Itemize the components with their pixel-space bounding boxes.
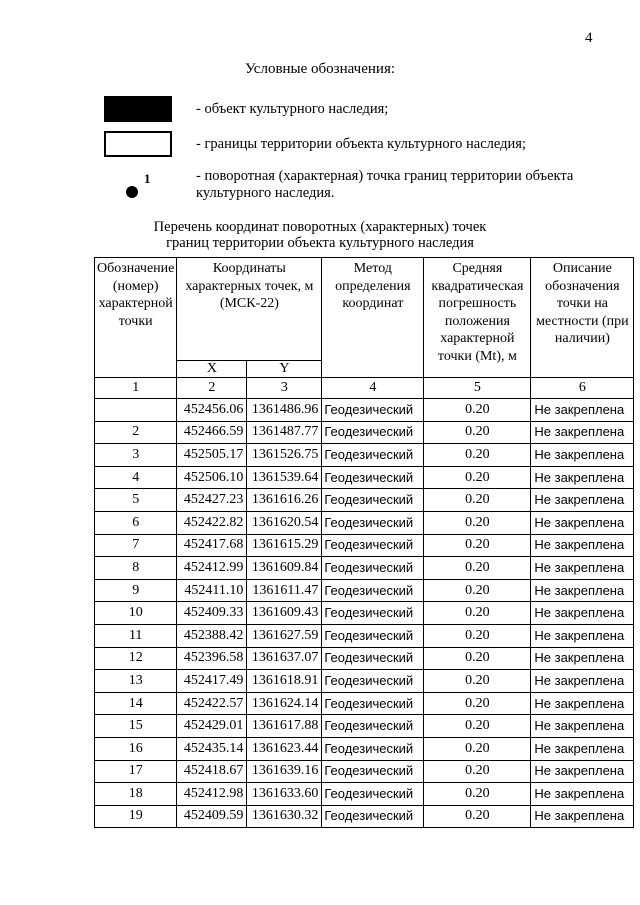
y-coordinate-cell: 1361623.44 xyxy=(247,737,322,760)
x-coordinate-cell: 452412.98 xyxy=(177,783,247,806)
y-coordinate-cell: 1361639.16 xyxy=(247,760,322,783)
table-row xyxy=(95,692,634,715)
header-description: Описание обозначения точки на местности (при наличии) xyxy=(531,258,634,378)
error-cell: 0.20 xyxy=(424,737,531,760)
y-coordinate-cell: 1361637.07 xyxy=(247,647,322,670)
table-row xyxy=(95,534,634,557)
point-number-cell: 14 xyxy=(95,692,177,715)
table-row xyxy=(95,557,634,580)
table-row xyxy=(95,444,634,467)
table-row xyxy=(95,783,634,806)
description-cell: Не закреплена xyxy=(531,534,634,557)
method-cell: Геодезический xyxy=(322,692,424,715)
column-number-row xyxy=(95,378,634,399)
description-cell: Не закреплена xyxy=(531,557,634,580)
legend-item-turning-point: - поворотная (характерная) точка границ территории объекта культурного наследия. xyxy=(196,168,574,201)
table-row xyxy=(95,647,634,670)
description-cell: Не закреплена xyxy=(531,511,634,534)
method-cell: Геодезический xyxy=(322,783,424,806)
method-cell: Геодезический xyxy=(322,670,424,693)
method-cell: Геодезический xyxy=(322,511,424,534)
x-coordinate-cell: 452506.10 xyxy=(177,466,247,489)
point-number-cell: 19 xyxy=(95,805,177,828)
column-number-cell: 5 xyxy=(424,378,531,399)
error-cell: 0.20 xyxy=(424,670,531,693)
error-cell: 0.20 xyxy=(424,805,531,828)
method-cell: Геодезический xyxy=(322,715,424,738)
method-cell: Геодезический xyxy=(322,805,424,828)
column-number-cell: 3 xyxy=(247,378,322,399)
y-coordinate-cell: 1361618.91 xyxy=(247,670,322,693)
description-cell: Не закреплена xyxy=(531,805,634,828)
legend-title: Условные обозначения: xyxy=(244,61,396,77)
table-header-row xyxy=(95,258,634,361)
method-cell: Геодезический xyxy=(322,760,424,783)
header-point-number: Обозначение (номер) характерной точки xyxy=(95,258,177,378)
x-coordinate-cell: 452409.33 xyxy=(177,602,247,625)
y-coordinate-cell: 1361616.26 xyxy=(247,489,322,512)
point-number-cell: 8 xyxy=(95,557,177,580)
table-row xyxy=(95,421,634,444)
table-row xyxy=(95,511,634,534)
x-coordinate-cell: 452466.59 xyxy=(177,421,247,444)
point-number-cell: 13 xyxy=(95,670,177,693)
x-coordinate-cell: 452409.59 xyxy=(177,805,247,828)
y-coordinate-cell: 1361609.43 xyxy=(247,602,322,625)
x-coordinate-cell: 452422.82 xyxy=(177,511,247,534)
description-cell: Не закреплена xyxy=(531,421,634,444)
error-cell: 0.20 xyxy=(424,715,531,738)
method-cell: Геодезический xyxy=(322,444,424,467)
point-number-cell: 11 xyxy=(95,624,177,647)
method-cell: Геодезический xyxy=(322,624,424,647)
error-cell: 0.20 xyxy=(424,760,531,783)
description-cell: Не закреплена xyxy=(531,579,634,602)
x-coordinate-cell: 452396.58 xyxy=(177,647,247,670)
table-row xyxy=(95,737,634,760)
x-coordinate-cell: 452429.01 xyxy=(177,715,247,738)
point-number-cell: 9 xyxy=(95,579,177,602)
table-caption xyxy=(0,219,640,251)
caption-line-1: Перечень координат поворотных (характерных) точек xyxy=(153,219,487,235)
error-cell: 0.20 xyxy=(424,783,531,806)
x-coordinate-cell: 452388.42 xyxy=(177,624,247,647)
method-cell: Геодезический xyxy=(322,647,424,670)
y-coordinate-cell: 1361615.29 xyxy=(247,534,322,557)
point-number-cell: 17 xyxy=(95,760,177,783)
description-cell: Не закреплена xyxy=(531,466,634,489)
y-coordinate-cell: 1361633.60 xyxy=(247,783,322,806)
error-cell: 0.20 xyxy=(424,444,531,467)
method-cell: Геодезический xyxy=(322,602,424,625)
y-coordinate-cell: 1361609.84 xyxy=(247,557,322,580)
column-number-cell: 2 xyxy=(177,378,247,399)
column-number-cell: 6 xyxy=(531,378,634,399)
y-coordinate-cell: 1361620.54 xyxy=(247,511,322,534)
table-row xyxy=(95,489,634,512)
description-cell: Не закреплена xyxy=(531,670,634,693)
x-coordinate-cell: 452422.57 xyxy=(177,692,247,715)
description-cell: Не закреплена xyxy=(531,444,634,467)
x-coordinate-cell: 452456.06 xyxy=(177,399,247,422)
table-row xyxy=(95,624,634,647)
error-cell: 0.20 xyxy=(424,579,531,602)
point-number-cell xyxy=(95,399,177,422)
coordinates-table xyxy=(94,257,634,828)
error-cell: 0.20 xyxy=(424,399,531,422)
method-cell: Геодезический xyxy=(322,399,424,422)
method-cell: Геодезический xyxy=(322,557,424,580)
caption-line-2: границ территории объекта культурного наследия xyxy=(166,235,474,251)
description-cell: Не закреплена xyxy=(531,737,634,760)
y-coordinate-cell: 1361611.47 xyxy=(247,579,322,602)
table-row xyxy=(95,602,634,625)
error-cell: 0.20 xyxy=(424,489,531,512)
y-coordinate-cell: 1361627.59 xyxy=(247,624,322,647)
header-x: X xyxy=(177,361,247,378)
error-cell: 0.20 xyxy=(424,624,531,647)
method-cell: Геодезический xyxy=(322,466,424,489)
x-coordinate-cell: 452418.67 xyxy=(177,760,247,783)
point-number-cell: 18 xyxy=(95,783,177,806)
y-coordinate-cell: 1361630.32 xyxy=(247,805,322,828)
error-cell: 0.20 xyxy=(424,647,531,670)
error-cell: 0.20 xyxy=(424,602,531,625)
point-number-cell: 4 xyxy=(95,466,177,489)
x-coordinate-cell: 452411.10 xyxy=(177,579,247,602)
y-coordinate-cell: 1361526.75 xyxy=(247,444,322,467)
table-row xyxy=(95,715,634,738)
header-method: Метод определения координат xyxy=(322,258,424,378)
description-cell: Не закреплена xyxy=(531,647,634,670)
point-number-cell: 10 xyxy=(95,602,177,625)
method-cell: Геодезический xyxy=(322,534,424,557)
point-number-cell: 3 xyxy=(95,444,177,467)
header-y: Y xyxy=(247,361,322,378)
error-cell: 0.20 xyxy=(424,557,531,580)
method-cell: Геодезический xyxy=(322,737,424,760)
point-number-cell: 12 xyxy=(95,647,177,670)
point-number-cell: 7 xyxy=(95,534,177,557)
y-coordinate-cell: 1361487.77 xyxy=(247,421,322,444)
error-cell: 0.20 xyxy=(424,692,531,715)
y-coordinate-cell: 1361539.64 xyxy=(247,466,322,489)
method-cell: Геодезический xyxy=(322,489,424,512)
point-number-cell: 6 xyxy=(95,511,177,534)
page-number: 4 xyxy=(585,30,593,46)
error-cell: 0.20 xyxy=(424,421,531,444)
error-cell: 0.20 xyxy=(424,534,531,557)
error-cell: 0.20 xyxy=(424,511,531,534)
legend-item-boundary: - границы территории объекта культурного наследия; xyxy=(196,136,526,152)
description-cell: Не закреплена xyxy=(531,760,634,783)
y-coordinate-cell: 1361624.14 xyxy=(247,692,322,715)
table-row xyxy=(95,399,634,422)
turning-point-icon xyxy=(126,186,138,198)
description-cell: Не закреплена xyxy=(531,715,634,738)
x-coordinate-cell: 452412.99 xyxy=(177,557,247,580)
error-cell: 0.20 xyxy=(424,466,531,489)
column-number-cell: 4 xyxy=(322,378,424,399)
turning-point-marker-label: 1 xyxy=(144,171,151,186)
description-cell: Не закреплена xyxy=(531,602,634,625)
description-cell: Не закреплена xyxy=(531,624,634,647)
y-coordinate-cell: 1361486.96 xyxy=(247,399,322,422)
description-cell: Не закреплена xyxy=(531,489,634,512)
x-coordinate-cell: 452505.17 xyxy=(177,444,247,467)
table-row xyxy=(95,670,634,693)
description-cell: Не закреплена xyxy=(531,692,634,715)
description-cell: Не закреплена xyxy=(531,399,634,422)
x-coordinate-cell: 452435.14 xyxy=(177,737,247,760)
table-row xyxy=(95,760,634,783)
method-cell: Геодезический xyxy=(322,579,424,602)
description-cell: Не закреплена xyxy=(531,783,634,806)
legend-item-object: - объект культурного наследия; xyxy=(196,101,389,117)
x-coordinate-cell: 452417.49 xyxy=(177,670,247,693)
point-number-cell: 5 xyxy=(95,489,177,512)
table-row xyxy=(95,805,634,828)
table-row xyxy=(95,466,634,489)
cultural-heritage-object-icon xyxy=(104,96,172,122)
point-number-cell: 15 xyxy=(95,715,177,738)
y-coordinate-cell: 1361617.88 xyxy=(247,715,322,738)
table-row xyxy=(95,579,634,602)
x-coordinate-cell: 452427.23 xyxy=(177,489,247,512)
method-cell: Геодезический xyxy=(322,421,424,444)
point-number-cell: 2 xyxy=(95,421,177,444)
header-coordinates: Координаты характерных точек, м (МСК-22) xyxy=(177,258,322,361)
header-error: Средняя квадратическая погрешность положения характерной точки (Mt), м xyxy=(424,258,531,378)
column-number-cell: 1 xyxy=(95,378,177,399)
x-coordinate-cell: 452417.68 xyxy=(177,534,247,557)
point-number-cell: 16 xyxy=(95,737,177,760)
territory-boundary-icon xyxy=(104,131,172,157)
